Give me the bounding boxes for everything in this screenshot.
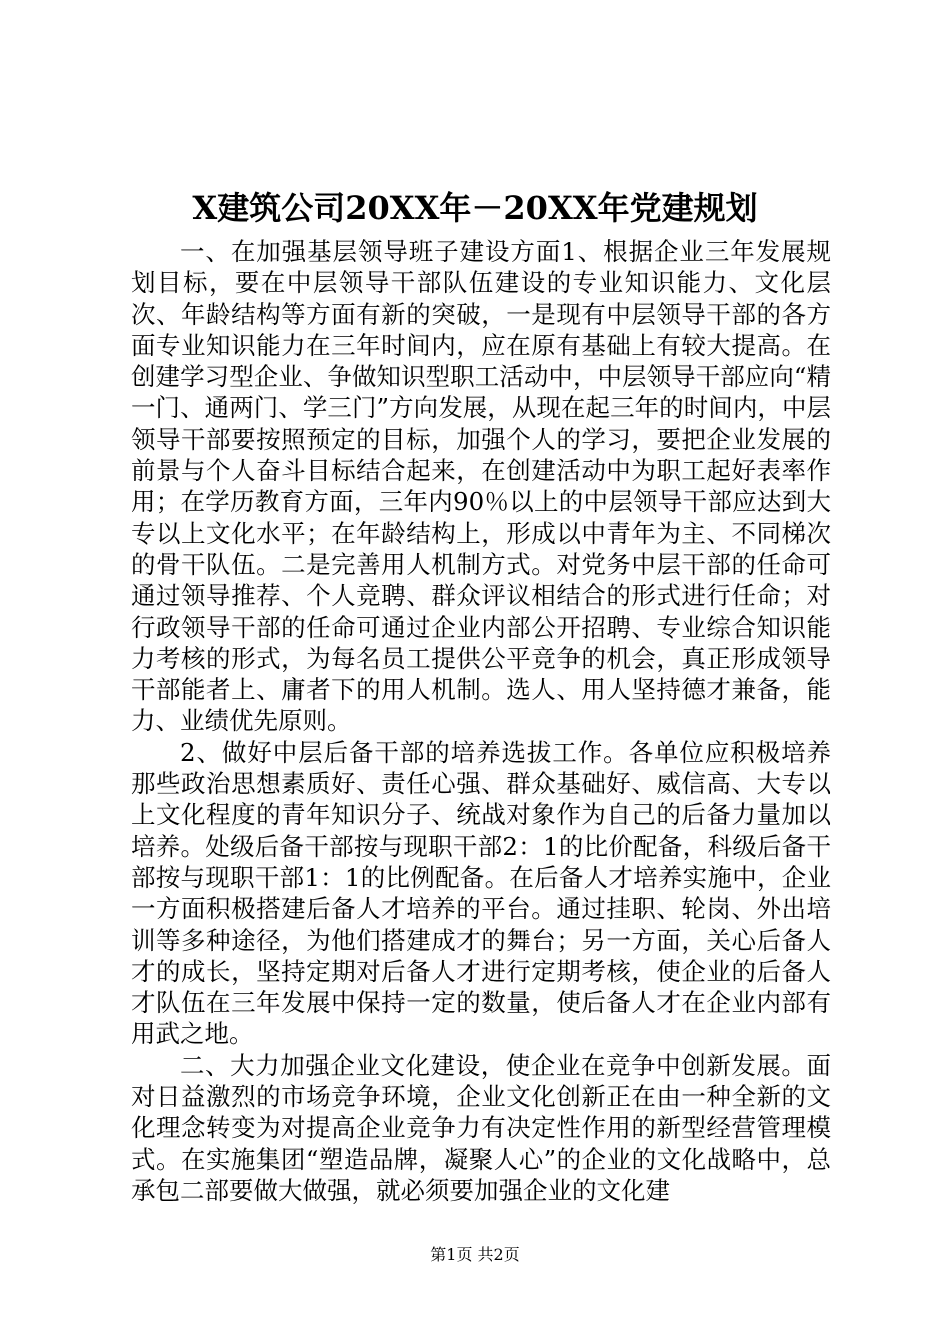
paragraph-2: 2、做好中层后备干部的培养选拔工作。各单位应积极培养那些政治思想素质好、责任心强、群众基础好、威信高、大专以上文化程度的青年知识分子、统战对象作为自己的后备力量加以培养。处级后备干部按与现职干部2：1的比价配备，科级后备干部按与现职干部1：1的比例配备。在后备人才培养实施中，企业一方面积极搭建后备人才培养的平台。通过挂职、轮岗、外出培训等多种途径，为他们搭建成才的舞台；另一方面，关心后备人才的成长，坚持定期对后备人才进行定期考核，使企业的后备人才队伍在三年发展中保持一定的数量，使后备人才在企业内部有用武之地。: [131, 737, 831, 1049]
document-title: X建筑公司20XX年－20XX年党建规划: [192, 189, 758, 227]
document-body: [131, 236, 831, 1206]
page-footer: 第1页 共2页: [430, 1245, 520, 1264]
paragraph-3: 二、大力加强企业文化建设，使企业在竞争中创新发展。面对日益激烈的市场竞争环境，企业文化创新正在由一种全新的文化理念转变为对提高企业竞争力有决定性作用的新型经营管理模式。在实施集团“塑造品牌，凝聚人心”的企业的文化战略中，总承包二部要做大做强，就必须要加强企业的文化建: [131, 1050, 831, 1205]
paragraph-1: 一、在加强基层领导班子建设方面1、根据企业三年发展规划目标，要在中层领导干部队伍建设的专业知识能力、文化层次、年龄结构等方面有新的突破，一是现有中层领导干部的各方面专业知识能力在三年时间内，应在原有基础上有较大提高。在创建学习型企业、争做知识型职工活动中，中层领导干部应向“精一门、通两门、学三门”方向发展，从现在起三年的时间内，中层领导干部要按照预定的目标，加强个人的学习，要把企业发展的前景与个人奋斗目标结合起来，在创建活动中为职工起好表率作用；在学历教育方面，三年内90％以上的中层领导干部应达到大专以上文化水平；在年龄结构上，形成以中青年为主、不同梯次的骨干队伍。二是完善用人机制方式。对党务中层干部的任命可通过领导推荐、个人竞聘、群众评议相结合的形式进行任命；对行政领导干部的任命可通过企业内部公开招聘、专业综合知识能力考核的形式，为每名员工提供公平竞争的机会，真正形成领导干部能者上、庸者下的用人机制。选人、用人坚持德才兼备，能力、业绩优先原则。: [131, 237, 831, 736]
